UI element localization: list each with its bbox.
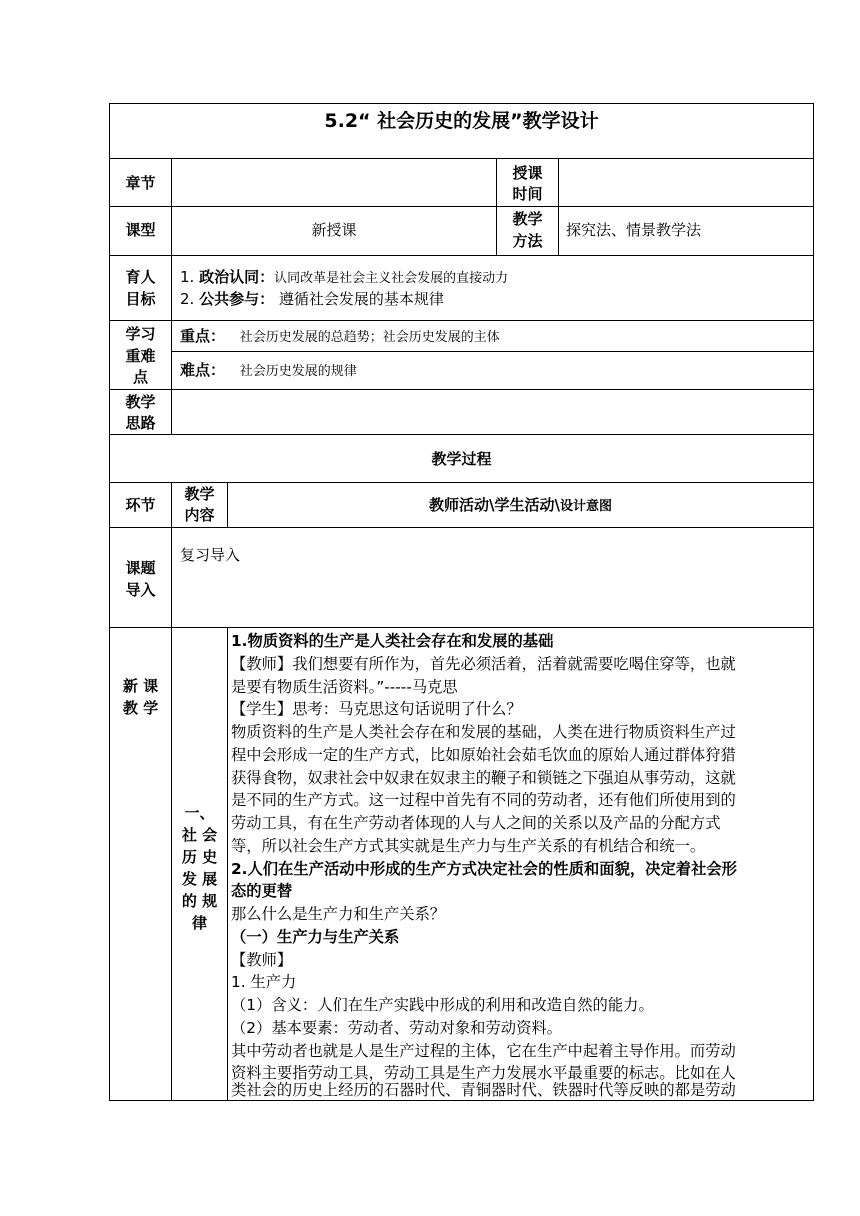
body-line: 获得食物，奴隶社会中奴隶在奴隶主的鞭子和锁链之下强迫从事劳动，这就: [231, 769, 736, 787]
body-line: 其中劳动者也就是人是生产过程的主体，它在生产中起着主导作用。而劳动: [231, 1042, 736, 1060]
goal-item-1-text: 认同改革是社会主义社会发展的直接动力: [274, 271, 509, 286]
col-activity-header-sub: 设计意图: [559, 499, 612, 514]
table-line: [109, 627, 814, 628]
col-activity-header-main: 教师活动\学生活动\: [429, 496, 560, 514]
table-line: [109, 527, 814, 528]
body-heading-2: 态的更替: [231, 882, 293, 900]
body-line: 程中会形成一定的生产方式，比如原始社会茹毛饮血的原始人通过群体狩猎: [231, 746, 736, 764]
col-activity-header: [228, 495, 813, 517]
hard-point-label: 难点：: [180, 361, 226, 379]
body-heading-1: 1.物质资料的生产是人类社会存在和发展的基础: [231, 632, 554, 650]
idea-label: 思路: [125, 414, 156, 432]
chapter-label: 章节: [125, 174, 156, 192]
goal-item-2-number: 2.: [180, 290, 195, 308]
section-label: 的 规: [181, 892, 218, 910]
col-content-header: 教学: [184, 485, 215, 503]
body-line: （2）基本要素：劳动者、劳动对象和劳动资料。: [231, 1019, 562, 1037]
body-heading-2: 2.人们在生产活动中形成的生产方式决定社会的性质和面貌，决定着社会形: [231, 860, 737, 878]
key-point: [180, 326, 500, 348]
table-line: [171, 158, 172, 434]
body-line: 物质资料的生产是人类社会存在和发展的基础，人类在进行物质资料生产过: [231, 723, 736, 741]
table-line: [109, 206, 814, 207]
goal-item-1: [180, 267, 508, 289]
study-label: 学习: [125, 325, 156, 343]
key-point-label: 重点：: [180, 327, 226, 345]
section-label: 发 展: [181, 870, 218, 888]
table-line: [109, 255, 814, 256]
idea-label: 教学: [125, 393, 156, 411]
body-line: 等，所以社会生产方式其实就是生产力与生产关系的有机结合和统一。: [231, 837, 706, 855]
goal-item-2-key: 公共参与：: [199, 290, 275, 308]
body-subheading: （一）生产力与生产关系: [231, 928, 400, 946]
table-line: [227, 627, 228, 1101]
method-label: 方法: [512, 232, 543, 250]
intro-label: 课题: [125, 559, 156, 577]
method-label: 教学: [512, 210, 543, 228]
goal-item-1-key: 政治认同：: [199, 268, 275, 286]
intro-label: 导入: [125, 581, 156, 599]
table-line: [109, 389, 814, 390]
table-line: [109, 320, 814, 321]
body-line: 劳动工具，有在生产劳动者体现的人与人之间的关系以及产品的分配方式: [231, 814, 721, 832]
intro-value: 复习导入: [180, 546, 241, 564]
section-label: 社 会: [181, 826, 218, 844]
hard-point-text: 社会历史发展的规律: [239, 364, 357, 379]
body-line: 类社会的历史上经历的石器时代、青铜器时代、铁器时代等反映的都是劳动: [231, 1081, 736, 1099]
body-line: 资料主要指劳动工具，劳动工具是生产力发展水平最重要的标志。比如在人: [231, 1064, 736, 1082]
body-line: 【学生】思考：马克思这句话说明了什么？: [231, 700, 522, 718]
body-line: 1. 生产力: [231, 973, 297, 991]
body-line: 【教师】我们想要有所作为，首先必须活着，活着就需要吃喝住穿等，也就: [231, 655, 736, 673]
page-title: 5.2“ 社会历史的发展”教学设计: [324, 110, 599, 132]
section-label: 历 史: [181, 848, 218, 866]
table-line: [109, 482, 814, 483]
goal-item-2-text: 遵循社会发展的基本规律: [274, 290, 444, 308]
table-line: [109, 158, 814, 159]
new-lesson-label: 教 学: [122, 699, 159, 717]
goal-label: 育人: [125, 268, 156, 286]
col-stage-header: 环节: [125, 496, 156, 514]
goal-item-2: [180, 289, 444, 309]
table-line: [558, 158, 559, 255]
time-label: 时间: [512, 185, 543, 203]
new-lesson-label: 新 课: [122, 677, 159, 695]
time-label: 授课: [512, 164, 543, 182]
col-content-header: 内容: [184, 506, 215, 524]
table-line: [171, 482, 172, 1101]
key-point-text: 社会历史发展的总趋势；社会历史发展的主体: [239, 330, 500, 345]
goal-item-1-number: 1.: [180, 268, 195, 286]
body-line: 是要有物质生活资料。”-----马克思: [231, 678, 458, 696]
process-heading: 教学过程: [431, 450, 492, 468]
body-line: 是不同的生产方式。这一过程中首先有不同的劳动者，还有他们所使用到的: [231, 791, 736, 809]
table-line: [171, 351, 814, 352]
section-label: 律: [191, 914, 207, 932]
body-line: （1）含义：人们在生产实践中形成的利用和改造自然的能力。: [231, 996, 654, 1014]
goal-label: 目标: [125, 290, 156, 308]
section-label: 一、: [184, 804, 215, 822]
study-label: 重难: [125, 347, 156, 365]
study-label: 点: [132, 368, 148, 386]
body-line: 那么什么是生产力和生产关系？: [231, 905, 446, 923]
body-line: 【教师】: [231, 951, 293, 969]
hard-point: [180, 360, 357, 382]
table-line: [109, 434, 814, 435]
method-value: 探究法、情景教学法: [566, 221, 702, 239]
type-value: 新授课: [311, 221, 357, 239]
type-label: 课型: [125, 221, 156, 239]
